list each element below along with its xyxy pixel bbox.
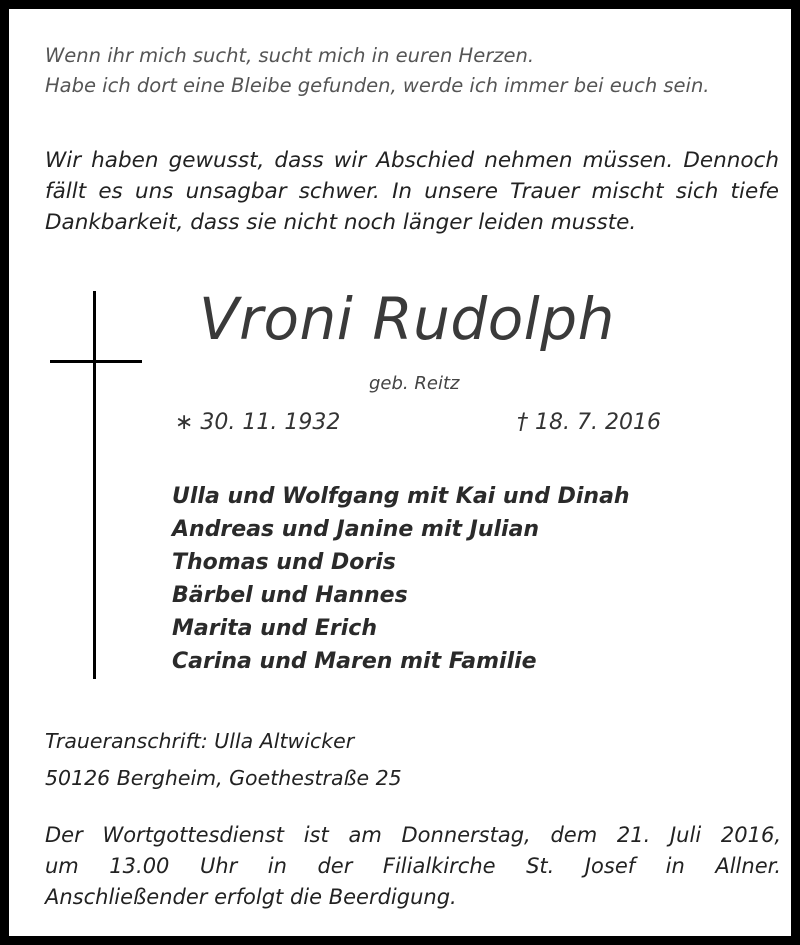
service-line-3: Anschließender erfolgt die Beerdigung. [45,885,457,909]
service-line-2: um 13.00 Uhr in der Filialkirche St. Josef in Allner. [45,854,781,878]
address-line-1: Traueranschrift: Ulla Altwicker [45,729,355,753]
intro-line-1: Wir haben gewusst, dass wir Abschied nehmen müssen. Dennoch [45,148,779,173]
cross-vertical-bar [93,291,96,679]
address-line-2: 50126 Bergheim, Goethestraße 25 [45,766,402,790]
death-date: † 18. 7. 2016 [517,410,661,435]
family-line-4: Bärbel und Hannes [172,583,408,608]
deceased-name: Vroni Rudolph [199,285,615,353]
birth-name: geb. Reitz [369,373,460,394]
family-line-6: Carina und Maren mit Familie [172,649,537,674]
family-line-3: Thomas und Doris [172,550,396,575]
cross-horizontal-bar [50,360,142,363]
birth-date: ∗ 30. 11. 1932 [175,410,341,435]
quote-line-2: Habe ich dort eine Bleibe gefunden, werde ich immer bei euch sein. [45,74,710,97]
intro-line-2: fällt es uns unsagbar schwer. In unsere Trauer mischt sich tiefe [45,179,779,204]
family-line-2: Andreas und Janine mit Julian [172,517,540,542]
family-line-5: Marita und Erich [172,616,378,641]
family-line-1: Ulla und Wolfgang mit Kai und Dinah [172,484,630,509]
service-paragraph [45,820,781,913]
intro-line-3: Dankbarkeit, dass sie nicht noch länger leiden musste. [45,210,637,235]
intro-paragraph [45,145,779,238]
service-line-1: Der Wortgottesdienst ist am Donnerstag, dem 21. Juli 2016, [45,823,781,847]
quote-line-1: Wenn ihr mich sucht, sucht mich in euren Herzen. [45,44,535,67]
